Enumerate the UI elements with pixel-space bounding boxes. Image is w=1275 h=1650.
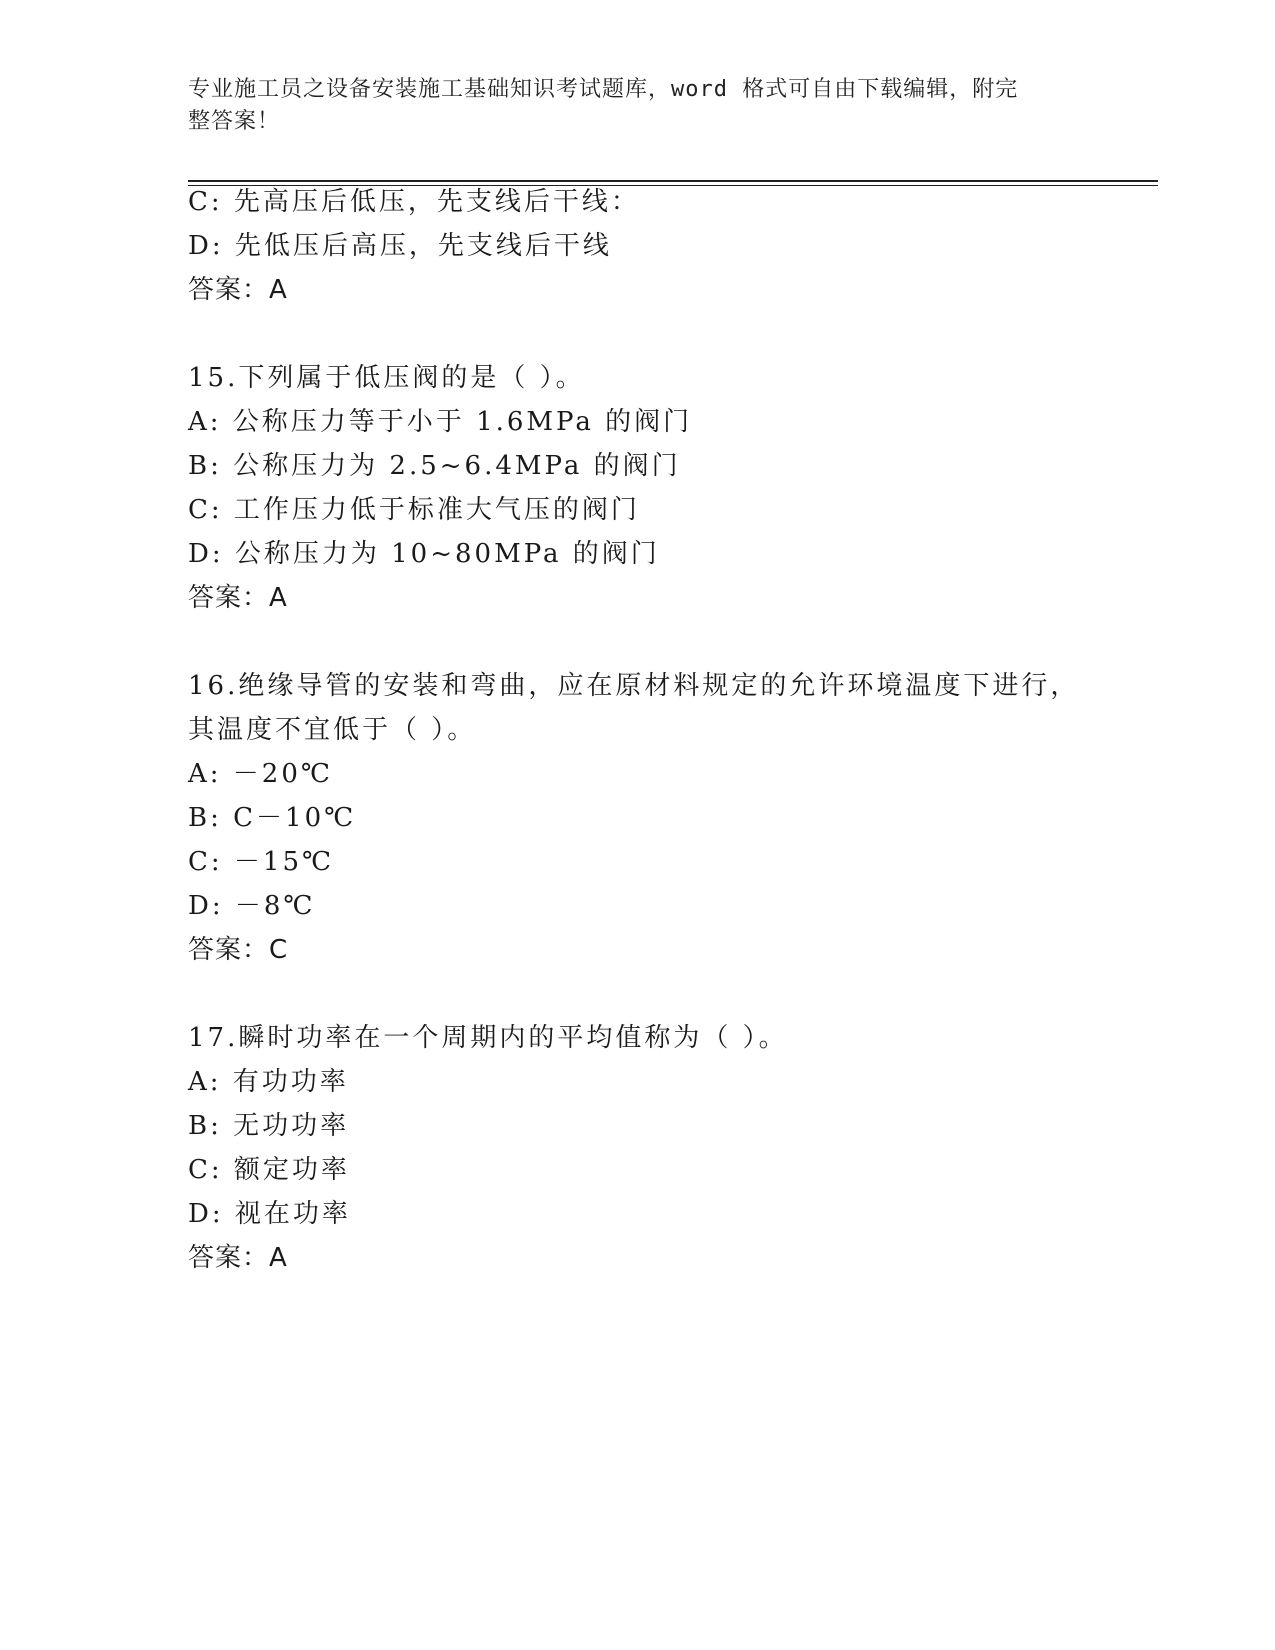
q16-answer: 答案：C <box>188 935 289 965</box>
q16-stem-line-2: 其温度不宜低于（ ）。 <box>188 715 477 745</box>
q17-option-c: C: 额定功率 <box>188 1155 350 1185</box>
prev-answer: 答案：A <box>188 275 288 305</box>
q16-option-b: B: C－10℃ <box>188 803 357 833</box>
header-title-line-2: 整答案！ <box>188 109 281 134</box>
document-header <box>188 74 1068 138</box>
q16-option-a: A: －20℃ <box>188 759 333 789</box>
q16-option-d: D: －8℃ <box>188 891 316 921</box>
q15-stem: 15.下列属于低压阀的是（ ）。 <box>188 363 585 393</box>
q17-stem: 17.瞬时功率在一个周期内的平均值称为（ ）。 <box>188 1023 788 1053</box>
prev-option-c: C: 先高压后低压，先支线后干线： <box>188 187 640 217</box>
q17-option-d: D: 视在功率 <box>188 1199 351 1229</box>
q15-option-c: C: 工作压力低于标准大气压的阀门 <box>188 495 640 525</box>
q16-stem-line-1: 16.绝缘导管的安装和弯曲，应在原材料规定的允许环境温度下进行， <box>188 671 1080 701</box>
q15-option-b: B: 公称压力为 2.5~6.4MPa 的阀门 <box>188 451 681 481</box>
q16-option-c: C: －15℃ <box>188 847 335 877</box>
q15-option-d: D: 公称压力为 10~80MPa 的阀门 <box>188 539 660 569</box>
header-title-line-1: 专业施工员之设备安装施工基础知识考试题库，word 格式可自由下载编辑，附完 <box>188 77 1019 102</box>
q15-option-a: A: 公称压力等于小于 1.6MPa 的阀门 <box>188 407 693 437</box>
q17-option-a: A: 有功功率 <box>188 1067 349 1097</box>
q17-answer: 答案：A <box>188 1243 288 1273</box>
header-divider-thick <box>188 180 1158 182</box>
q17-option-b: B: 无功功率 <box>188 1111 350 1141</box>
q15-answer: 答案：A <box>188 583 288 613</box>
prev-option-d: D: 先低压后高压，先支线后干线 <box>188 231 612 261</box>
